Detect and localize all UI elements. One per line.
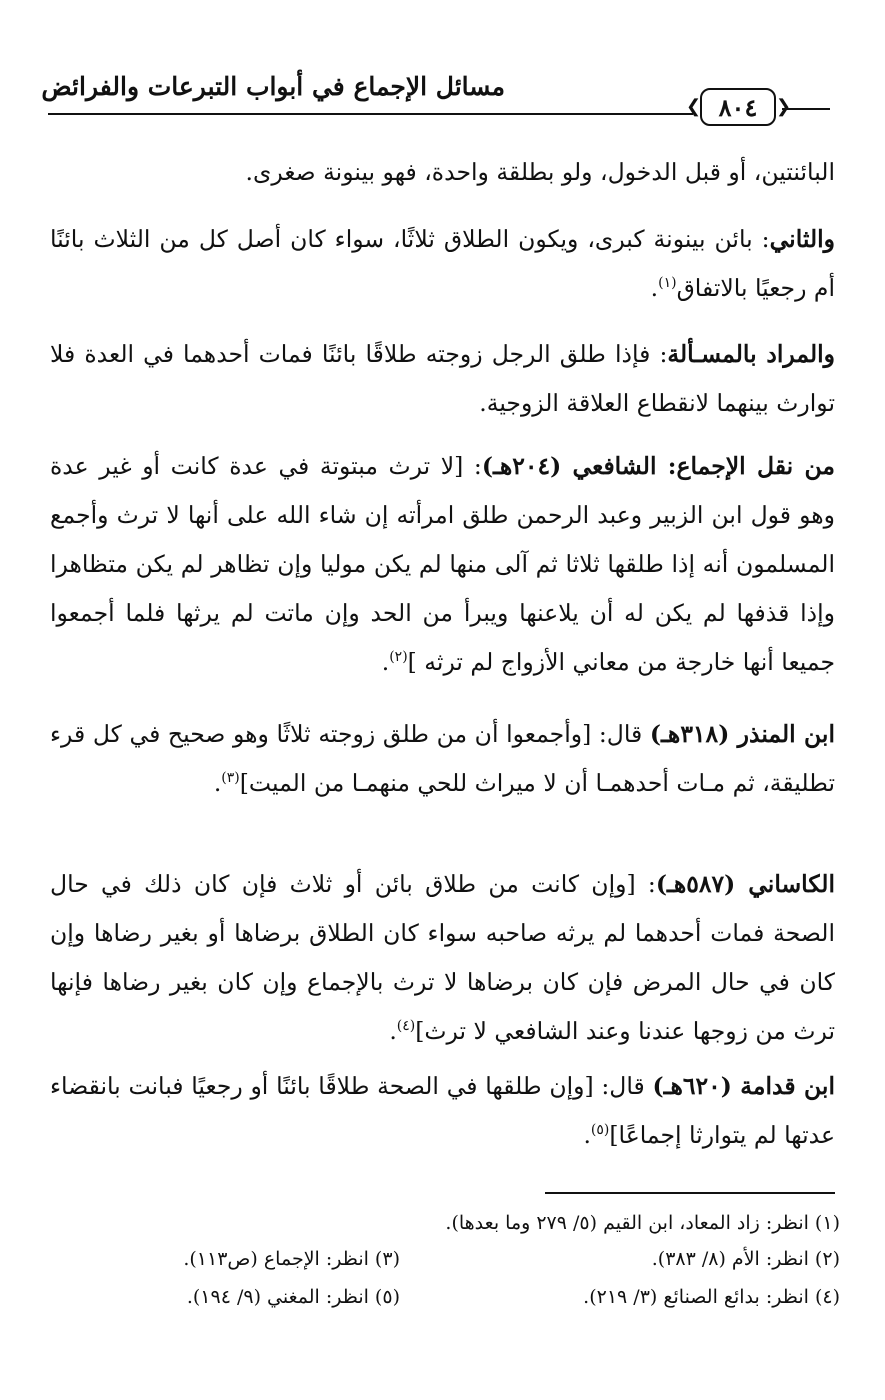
paragraph-6: الكاساني (٥٨٧هـ): [وإن كانت من طلاق بائن أو ثلاث فإن كان ذلك في حال الصحة فمات أحدهما لم يرثه صاحبه سواء كان الطلاق برضاها أو بغير رضاها وإن كان في حال المرض فإن كان برضاها لا ترث بالإجماع وإن كان بغير رضاها فإنها ترث من زوجها عندنا وعند الشافعي لا ترث]$^{(٤)}$. (50, 870, 835, 1045)
ornament-left-icon: ❮ (686, 96, 702, 117)
footnote-ref-3[interactable]: (٣) (221, 770, 240, 787)
page-number-text: ٨٠٤ (718, 92, 758, 122)
header-rule-left (48, 113, 693, 115)
paragraph-1 (50, 148, 835, 197)
p6-text: : [وإن كانت من طلاق بائن أو ثلاث فإن كان ذلك في حال الصحة فمات أحدهما لم يرثه صاحبه سواء كان الطلاق برضاها أو بغير رضاها وإن كان في حال المرض فإن كان برضاها لا ترث بالإجماع وإن كان بغير رضاها فإنها ترث من زوجها عندنا وعند الشافعي لا ترث] (50, 870, 835, 1045)
p7-label: ابن قدامة (٦٢٠هـ) (652, 1072, 835, 1100)
p1-text: البائنتين، أو قبل الدخول، ولو بطلقة واحدة، فهو بينونة صغرى. (245, 158, 835, 186)
footnote-ref-5[interactable]: (٥) (590, 1122, 610, 1139)
footnote-ref-2[interactable]: (٢) (389, 649, 408, 666)
footnote-2: (٢) انظر: الأم (٨/ ٣٨٣). (651, 1248, 840, 1270)
page-number (700, 88, 776, 126)
footnote-1: (١) انظر: زاد المعاد، ابن القيم (٥/ ٢٧٩ وما بعدها). (445, 1212, 840, 1234)
paragraph-4: من نقل الإجماع: الشافعي (٢٠٤هـ): [لا ترث مبتوتة في عدة كانت أو غير عدة وهو قول ابن الزبير وعبد الرحمن طلق امرأته إن شاء الله على أنها لا ترث وأجمع المسلمون أنه إذا طلقها ثلاثا ثم آلى منها لم يكن موليا وإن تظاهر لم يكن متظاهرا وإذا قذفها لم يكن له أن يلاعنها ويبرأ من الحد وإن ماتت لم يرثها فلما أجمعوا جميعا أنها خارجة من معاني الأزواج لم ترثه ]$^{(٢)}$. (50, 452, 836, 676)
footnote-ref-4[interactable]: (٤) (396, 1018, 416, 1035)
footnote-ref-1[interactable]: (١) (658, 275, 677, 292)
running-header-title: مسائل الإجماع في أبواب التبرعات والفرائض (41, 72, 505, 101)
p2-text: : بائن بينونة كبرى، ويكون الطلاق ثلاثًا، سواء كان أصل كل من الثلاث بائنًا أم رجعيًا بالاتفاق (50, 225, 835, 302)
footnote-rule (545, 1192, 835, 1194)
p3-text: : فإذا طلق الرجل زوجته طلاقًا بائنًا فمات أحدهما في العدة فلا توارث بينهما لانقطاع العلاقة الزوجية. (50, 340, 835, 417)
paragraph-3 (50, 330, 835, 428)
footnote-4: (٤) انظر: بدائع الصنائع (٣/ ٢١٩). (583, 1286, 840, 1308)
p6-label: الكاساني (٥٨٧هـ) (655, 870, 835, 898)
p5-text: قال: [وأجمعوا أن من طلق زوجته ثلاثًا وهو صحيح في كل قرء تطليقة، ثم مـات أحدهمـا أن لا ميراث للحي منهمـا من الميت] (50, 720, 835, 797)
paragraph-2: والثاني: بائن بينونة كبرى، ويكون الطلاق ثلاثًا، سواء كان أصل كل من الثلاث بائنًا أم رجعيًا بالاتفاق$^{(١)}$. (50, 225, 835, 302)
p5-label: ابن المنذر (٣١٨هـ) (649, 720, 835, 748)
paragraph-7: ابن قدامة (٦٢٠هـ) قال: [وإن طلقها في الصحة طلاقًا بائنًا أو رجعيًا فبانت بانقضاء عدتها لم يتوارثا إجماعًا]$^{(٥)}$. (50, 1072, 835, 1149)
footnote-5: (٥) انظر: المغني (٩/ ١٩٤). (186, 1286, 400, 1308)
p3-label: والمراد بالمسـألة (667, 340, 836, 368)
footnote-3: (٣) انظر: الإجماع (ص١١٣). (183, 1248, 400, 1270)
p4-label: من نقل الإجماع: الشافعي (٢٠٤هـ) (481, 452, 836, 480)
p4-text: : [لا ترث مبتوتة في عدة كانت أو غير عدة وهو قول ابن الزبير وعبد الرحمن طلق امرأته إن شاء الله على أنها لا ترث وأجمع المسلمون أنه إذا طلقها ثلاثا ثم آلى منها لم يكن موليا وإن تظاهر لم يكن متظاهرا وإذا قذفها لم يكن له أن يلاعنها ويبرأ من الحد وإن ماتت لم يرثها فلما أجمعوا جميعا أنها خارجة من معاني الأزواج لم ترثه ] (50, 452, 835, 676)
ornament-right-icon: ❯ (776, 96, 792, 117)
p2-label: والثاني (769, 225, 835, 253)
paragraph-5: ابن المنذر (٣١٨هـ) قال: [وأجمعوا أن من طلق زوجته ثلاثًا وهو صحيح في كل قرء تطليقة، ثم مـات أحدهمـا أن لا ميراث للحي منهمـا من الميت]$^{(٣)}$. (50, 720, 835, 797)
p7-text: قال: [وإن طلقها في الصحة طلاقًا بائنًا أو رجعيًا فبانت بانقضاء عدتها لم يتوارثا إجماعًا] (50, 1072, 835, 1149)
